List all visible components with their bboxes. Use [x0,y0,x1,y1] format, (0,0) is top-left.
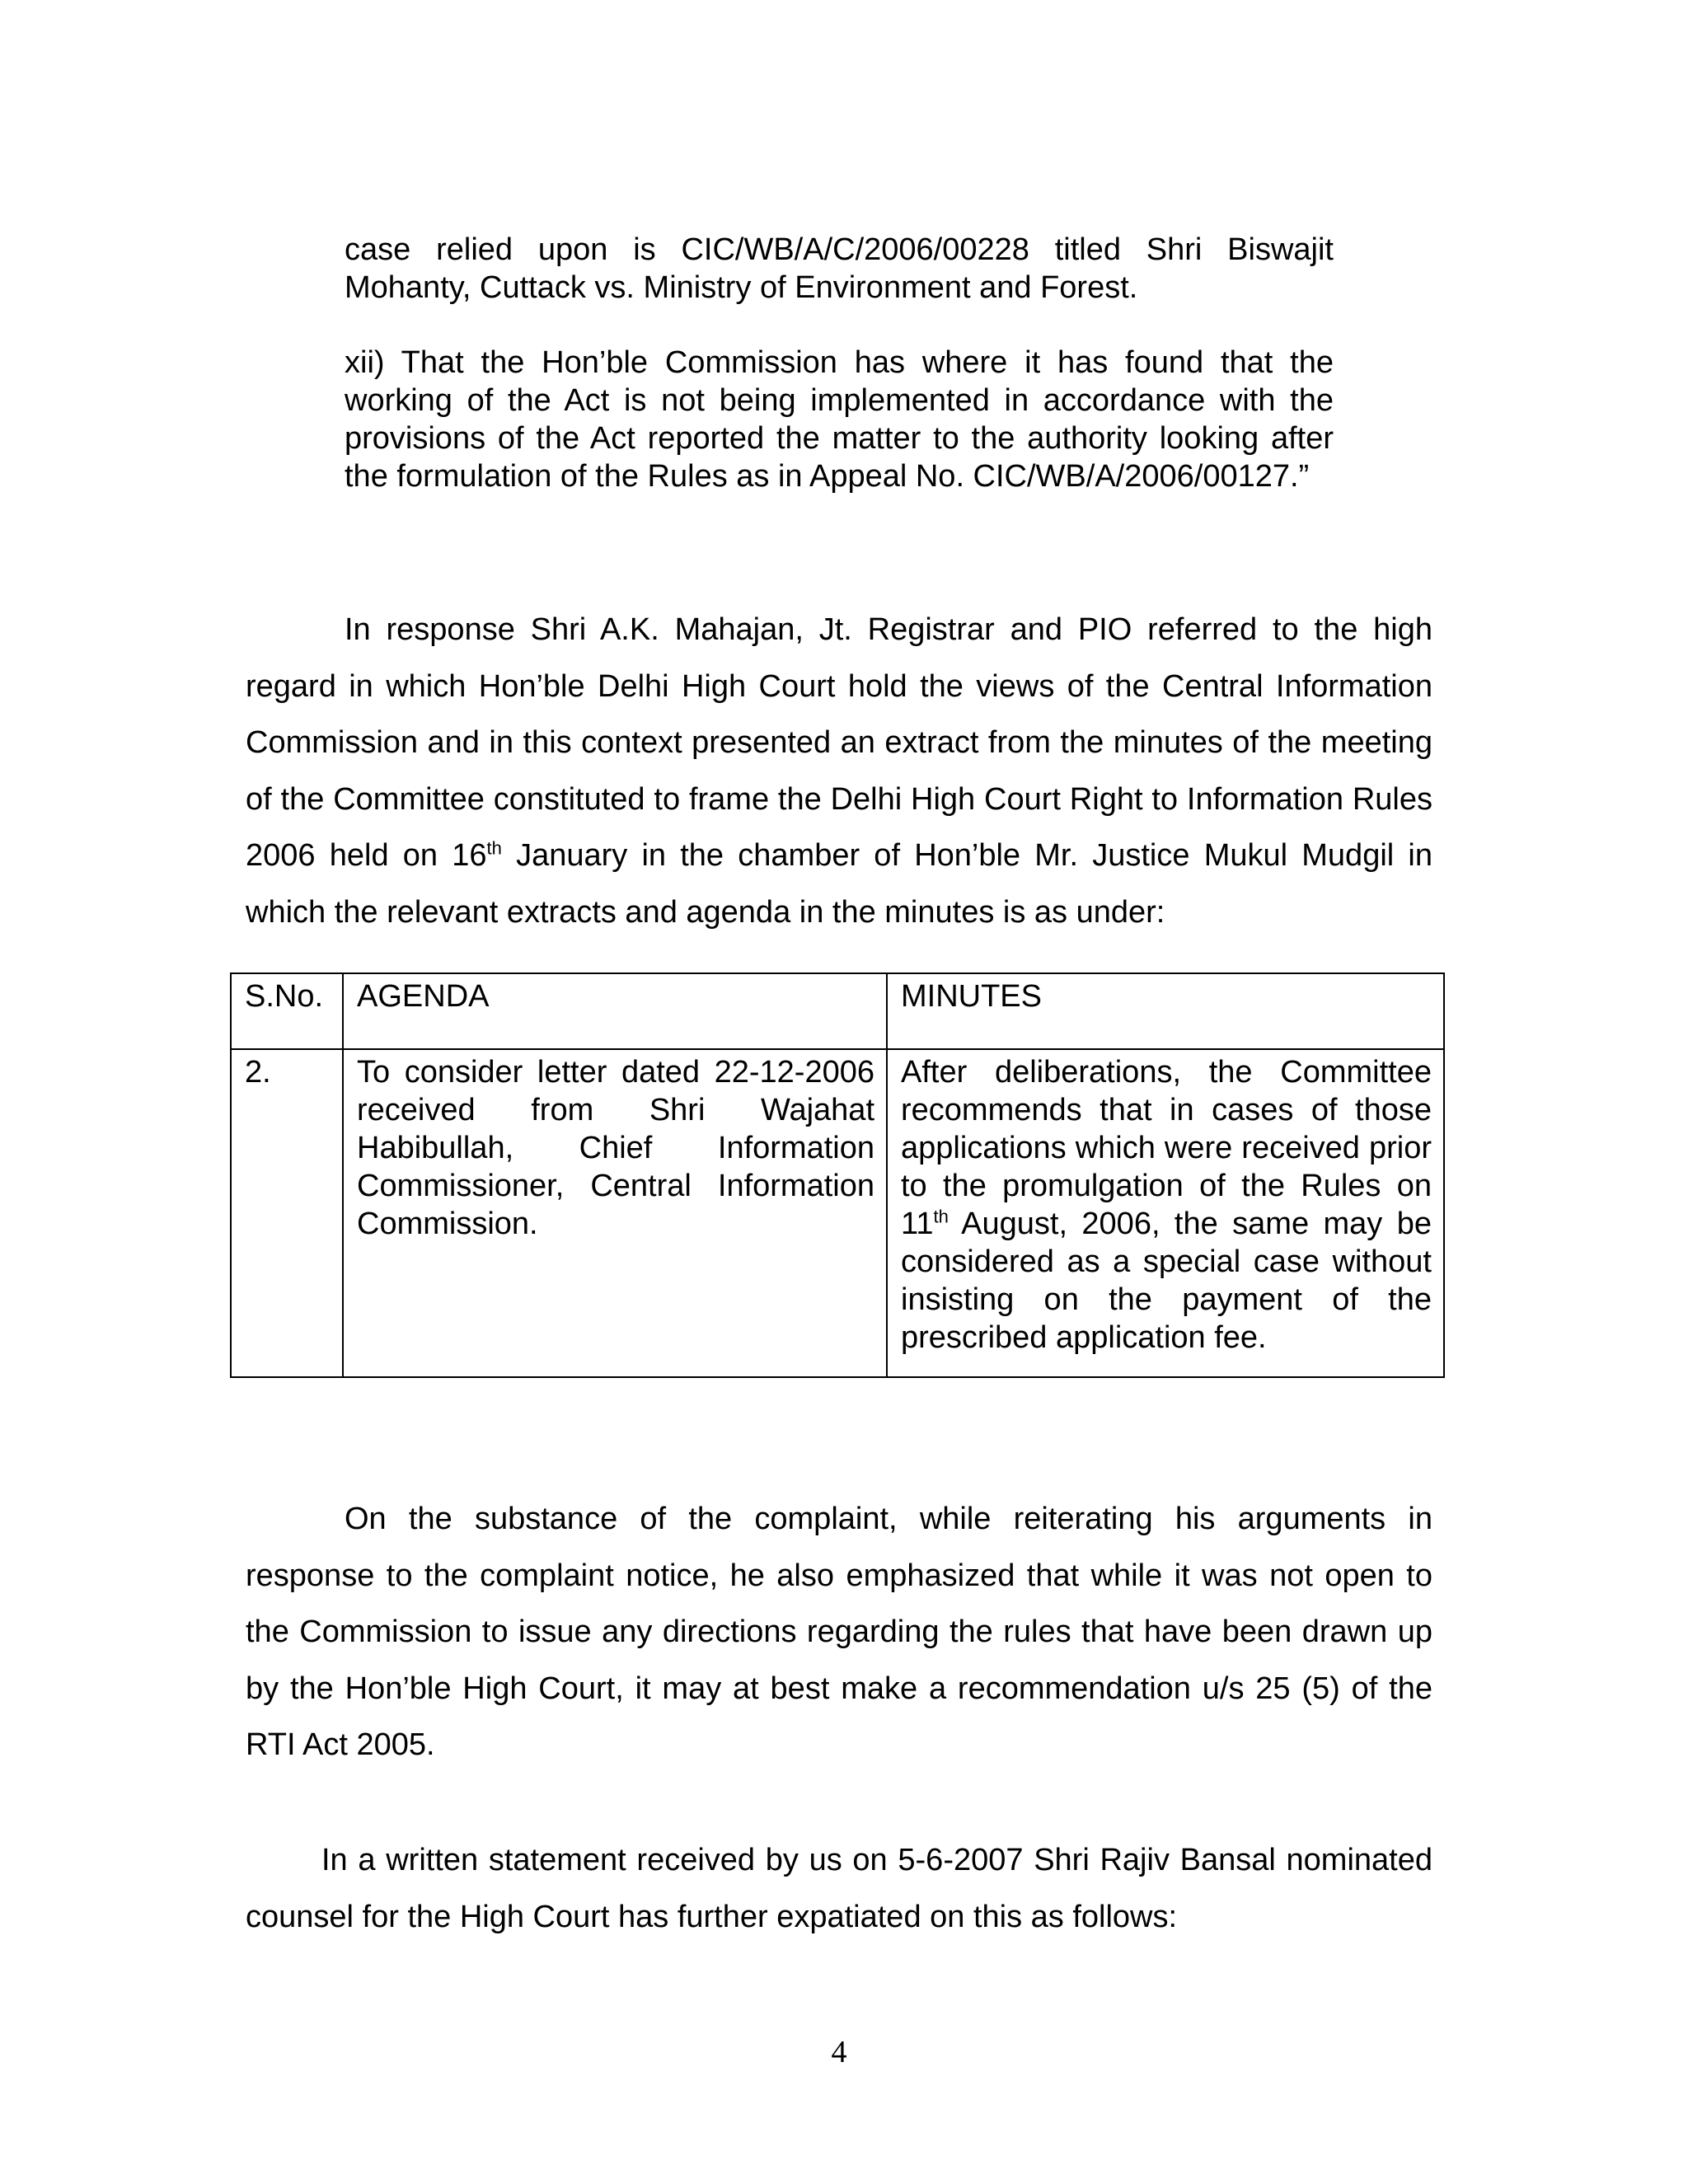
ordinal-suffix: th [486,837,502,859]
header-agenda: AGENDA [343,973,887,1049]
cell-agenda: To consider letter dated 22-12-2006 received from Shri Wajahat Habibullah, Chief Information Commissioner, Central Information Commission. [343,1049,887,1377]
quoted-paragraph-xii: xii) That the Hon’ble Commission has where it has found that the working of the Act is not being implemented in accordance with the provisions of the Act reported the matter to the authority looking after the formulation of the Rules as in Appeal No. CIC/WB/A/2006/00127.” [345,345,1334,494]
response-text-part1: In response Shri A.K. Mahajan, Jt. Registrar and PIO referred to the high regard in which Hon’ble Delhi High Court hold the views of the Central Information Commission and in this context presented an extract from the minutes of the meeting of the Committee constituted to frame the Delhi High Court Right to Information Rules 2006 held on 16 [246,612,1432,873]
cell-sno: 2. [231,1049,343,1377]
response-paragraph [246,602,1432,940]
page-number: 4 [831,2035,847,2069]
header-sno: S.No. [231,973,343,1049]
quoted-paragraph-case-citation: case relied upon is CIC/WB/A/C/2006/00228 titled Shri Biswajit Mohanty, Cuttack vs. Ministry of Environment and Forest. [345,232,1334,305]
substance-paragraph: On the substance of the complaint, while reiterating his arguments in response to the complaint notice, he also emphasized that while it was not open to the Commission to issue any directions regarding the rules that have been drawn up by the Hon’ble High Court, it may at best make a recommendation u/s 25 (5) of the RTI Act 2005. [246,1502,1432,1762]
minutes-table [230,972,1445,1378]
header-minutes: MINUTES [887,973,1444,1049]
response-text-part2: January in the chamber of Hon’ble Mr. Justice Mukul Mudgil in which the relevant extracts and agenda in the minutes is as under: [246,838,1432,930]
table-header-row [231,973,1444,1049]
ordinal-suffix: th [933,1206,949,1227]
table-row [231,1049,1444,1377]
minutes-text-part1: After deliberations, the Committee recommends that in cases of those applications which were received prior to the promulgation of the Rules on 11 [901,1055,1432,1241]
cell-minutes [887,1049,1444,1377]
minutes-text-part2: August, 2006, the same may be considered as a special case without insisting on the payment of the prescribed application fee. [901,1207,1432,1355]
written-statement-paragraph: In a written statement received by us on 5-6-2007 Shri Rajiv Bansal nominated counsel for the High Court has further expatiated on this as follows: [246,1843,1432,1934]
